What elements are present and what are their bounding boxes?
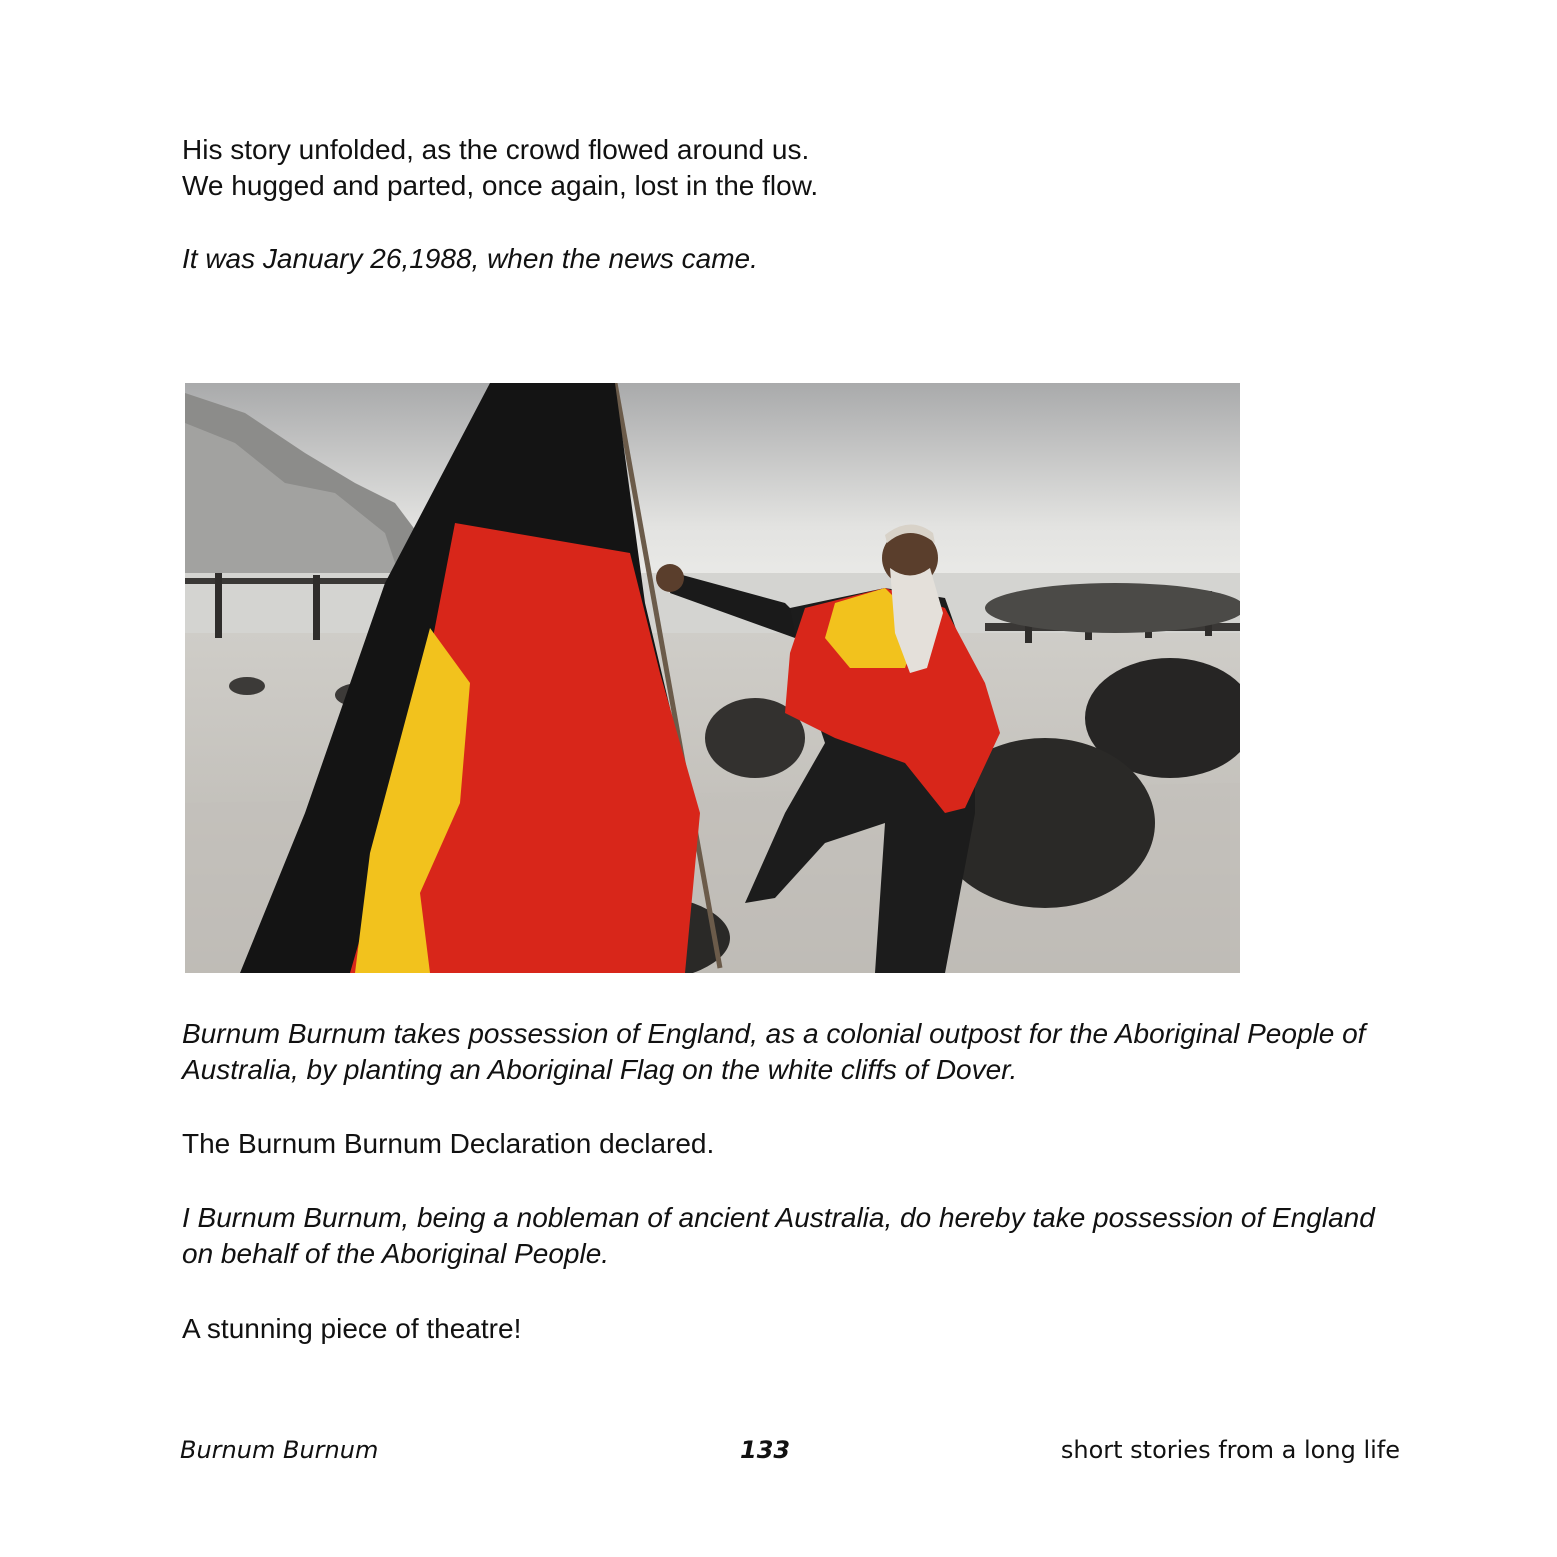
declaration-quote: I Burnum Burnum, being a nobleman of ancient Australia, do hereby take possession of England on behalf of the Aboriginal People.	[182, 1202, 1375, 1269]
intro-line-2: We hugged and parted, once again, lost in the flow.	[182, 170, 819, 201]
closing-line: A stunning piece of theatre!	[182, 1313, 522, 1344]
intro-paragraph	[182, 132, 1382, 204]
declaration-intro: The Burnum Burnum Declaration declared.	[182, 1128, 715, 1159]
photo-caption: Burnum Burnum takes possession of England, as a colonial outpost for the Aboriginal People of Australia, by planting an Aboriginal Flag on the white cliffs of Dover.	[182, 1018, 1366, 1085]
footer-chapter-title: Burnum Burnum	[180, 1436, 379, 1464]
photo-flag-on-beach	[185, 383, 1240, 973]
footer-book-title: short stories from a long life	[1060, 1436, 1400, 1464]
footer-page-number: 133	[740, 1436, 791, 1464]
intro-line-1: His story unfolded, as the crowd flowed around us.	[182, 134, 810, 165]
date-paragraph: It was January 26,1988, when the news came.	[182, 243, 758, 274]
